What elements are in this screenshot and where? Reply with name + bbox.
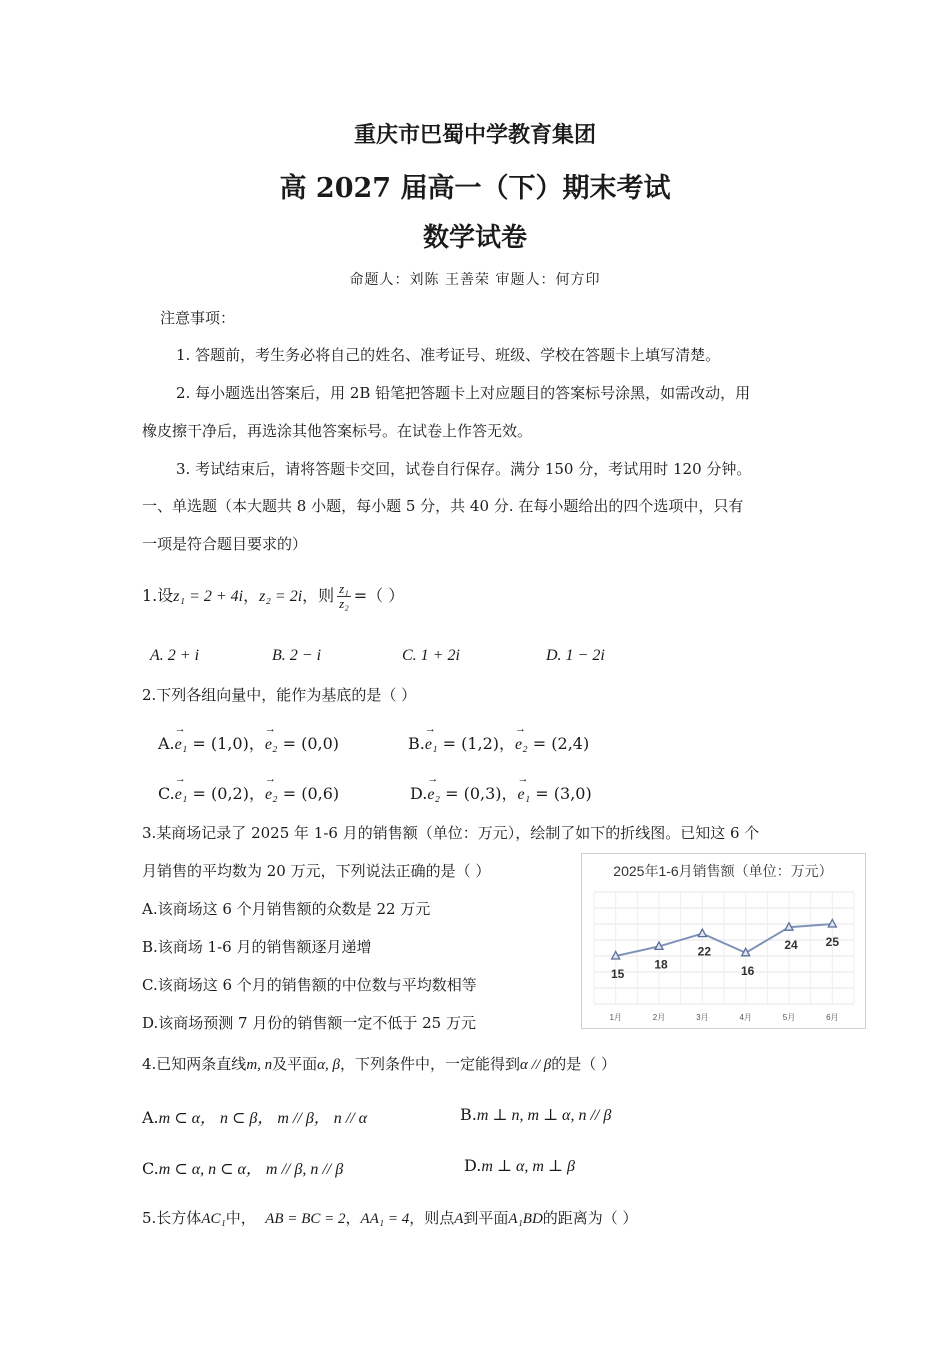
q2-d-label: D. xyxy=(410,784,428,803)
school-name: 重庆市巴蜀中学教育集团 xyxy=(353,122,596,148)
chart-x-tick-label: 4月 xyxy=(739,1013,752,1022)
chart-data-label: 16 xyxy=(740,963,755,978)
section-heading: 一、单选题（本大题共 8 小题，每小题 5 分，共 40 分. 在每小题给出的四个选项中，只有 xyxy=(142,497,744,515)
q4-option-c xyxy=(142,1156,343,1179)
chart-x-tick-label: 6月 xyxy=(826,1013,839,1022)
notice-item-2-cont: 橡皮擦干净后，再选涂其他答案标号。在试卷上作答无效。 xyxy=(142,422,533,440)
q1-option-a: A. 2 + i xyxy=(150,647,200,664)
q3-option-b: B.该商场 1-6 月的销售额逐月递增 xyxy=(142,938,372,956)
q5-mid1: 中， xyxy=(225,1209,256,1227)
q3-option-d: D.该商场预测 7 月份的销售额一定不低于 25 万元 xyxy=(142,1014,476,1032)
q2-c-val1: = (0,2)， xyxy=(187,784,265,803)
exam-title: 高 2027 届高一（下）期末考试 xyxy=(279,173,671,204)
chart-x-tick-label: 1月 xyxy=(609,1013,622,1022)
q1-fraction xyxy=(337,582,351,611)
q4-d-label: D. xyxy=(464,1156,482,1175)
q5-plane: A₁BD xyxy=(508,1211,543,1227)
section-heading-cont: 一项是符合题目要求的） xyxy=(142,535,308,553)
q2-c-vec1: → e₁ xyxy=(175,786,188,804)
q2-c-vec2: → e₂ xyxy=(265,786,278,804)
q2-b-vec1: → e₁ xyxy=(425,736,438,754)
question-3-stem-cont: 月销售的平均数为 20 万元，下列说法正确的是（ ） xyxy=(142,862,491,880)
chart-point-marker xyxy=(698,929,706,937)
q4-d-text: m ⊥ α, m ⊥ β xyxy=(481,1158,575,1175)
q2-b-vec2: → e₂ xyxy=(515,736,528,754)
q1-tail: =（ ） xyxy=(353,586,405,605)
q1-prefix: 1.设 xyxy=(142,586,174,605)
question-1-stem xyxy=(142,582,404,611)
q4-option-a xyxy=(142,1105,367,1128)
subject-title: 数学试卷 xyxy=(422,223,527,253)
q5-box: AC₁ xyxy=(201,1211,226,1227)
chart-data-label: 18 xyxy=(654,957,668,972)
q5-point: A xyxy=(454,1211,464,1227)
notice-item-3: 3. 考试结束后，请将答题卡交回，试卷自行保存。满分 150 分，考试用时 120 分钟。 xyxy=(176,460,752,478)
q4-b-label: B. xyxy=(460,1105,477,1124)
q5-comma: ， xyxy=(345,1209,361,1227)
notice-item-2: 2. 每小题选出答案后，用 2B 铅笔把答题卡上对应题目的答案标号涂黑，如需改动，用 xyxy=(176,384,751,402)
q2-a-val1: = (1,0)， xyxy=(187,734,265,753)
q1-option-d: D. 1 − 2i xyxy=(546,647,605,664)
q1-then: ，则 xyxy=(302,586,335,605)
q4-mid2: ，下列条件中，一定能得到 xyxy=(340,1055,521,1073)
q4-mid: 及平面 xyxy=(272,1055,318,1073)
q4-c-text: m ⊂ α, n ⊂ α， m // β, n // β xyxy=(158,1161,344,1178)
chart-grid xyxy=(594,892,854,1004)
q5-mid3: 到平面 xyxy=(463,1209,509,1227)
q2-b-label: B. xyxy=(408,734,425,753)
q2-c-val2: = (0,6) xyxy=(277,784,340,803)
chart-data-label: 22 xyxy=(697,944,712,959)
q2-c-label: C. xyxy=(158,784,175,803)
chart-x-tick-label: 5月 xyxy=(782,1013,796,1022)
q4-option-b xyxy=(460,1105,611,1125)
question-2-stem: 2.下列各组向量中，能作为基底的是（ ） xyxy=(142,686,417,704)
q2-b-val2: = (2,4) xyxy=(527,734,590,753)
q2-a-label: A. xyxy=(158,734,175,753)
notice-item-1: 1. 答题前，考生务必将自己的姓名、准考证号、班级、学校在答题卡上填写清楚。 xyxy=(176,346,721,364)
chart-x-tick-label: 3月 xyxy=(696,1013,709,1022)
chart-x-labels xyxy=(609,1013,838,1022)
q2-option-a xyxy=(158,731,339,754)
q5-mid2: ，则点 xyxy=(409,1209,455,1227)
question-3-stem: 3.某商场记录了 2025 年 1-6 月的销售额（单位：万元），绘制了如下的折线图。已知这 6 个 xyxy=(142,824,760,842)
q1-frac-den: z₂ xyxy=(339,596,349,611)
sales-line-chart xyxy=(581,853,866,1029)
q5-prefix: 5.长方体 xyxy=(142,1209,202,1227)
q4-parallel: α // β xyxy=(520,1057,552,1073)
q1-z2: z₂ = 2i xyxy=(259,588,303,605)
q2-a-vec2: → e₂ xyxy=(265,736,278,754)
q2-option-b xyxy=(408,731,589,754)
q2-d-val1: = (0,3)， xyxy=(440,784,518,803)
q2-a-vec1: → e₁ xyxy=(175,736,188,754)
q4-b-text: m ⊥ n, m ⊥ α, n // β xyxy=(476,1107,612,1124)
question-5-stem xyxy=(142,1207,638,1228)
q2-a-val2: = (0,0) xyxy=(277,734,340,753)
q3-option-a: A.该商场这 6 个月销售额的众数是 22 万元 xyxy=(142,900,431,918)
q3-option-c: C.该商场这 6 个月的销售额的中位数与平均数相等 xyxy=(142,976,477,994)
q5-tail: 的距离为（ ） xyxy=(542,1209,638,1227)
q4-tail: 的是（ ） xyxy=(551,1055,617,1073)
q2-d-val2: = (3,0) xyxy=(530,784,592,803)
question-4-stem xyxy=(142,1053,616,1074)
q1-z1: z₁ = 2 + 4i xyxy=(173,588,244,605)
chart-svg xyxy=(582,854,865,1028)
q4-c-label: C. xyxy=(142,1159,159,1178)
q2-d-vec1: → e₂ xyxy=(427,786,440,804)
q1-option-c: C. 1 + 2i xyxy=(402,647,460,664)
q2-d-vec2: → e₁ xyxy=(518,786,531,804)
q4-a-label: A. xyxy=(142,1108,159,1127)
q4-lines: m, n xyxy=(246,1057,273,1073)
q4-prefix: 4.已知两条直线 xyxy=(142,1055,247,1073)
q1-frac-num: z₁ xyxy=(339,581,349,596)
q4-option-d xyxy=(464,1156,575,1176)
q4-a-text: m ⊂ α， n ⊂ β， m // β， n // α xyxy=(158,1110,368,1127)
q2-option-d xyxy=(410,781,592,804)
q2-b-val1: = (1,2)， xyxy=(437,734,516,753)
q2-option-c xyxy=(158,781,339,804)
q1-option-b: B. 2 − i xyxy=(272,647,322,664)
q5-cond1: AB = BC = 2 xyxy=(265,1211,346,1227)
authors-line: 命题人：刘陈 王善荣 审题人：何方印 xyxy=(349,272,601,288)
chart-x-tick-label: 2月 xyxy=(652,1013,666,1022)
q4-planes: α, β xyxy=(317,1057,341,1073)
notice-title: 注意事项： xyxy=(160,309,236,327)
q1-sep: ， xyxy=(243,586,260,605)
chart-data-label: 15 xyxy=(610,967,625,981)
chart-data-label: 24 xyxy=(784,938,798,953)
chart-title: 2025年1-6月销售额（单位：万元） xyxy=(613,863,833,879)
chart-data-label: 25 xyxy=(825,935,840,949)
q5-cond2: AA₁ = 4 xyxy=(360,1211,410,1227)
